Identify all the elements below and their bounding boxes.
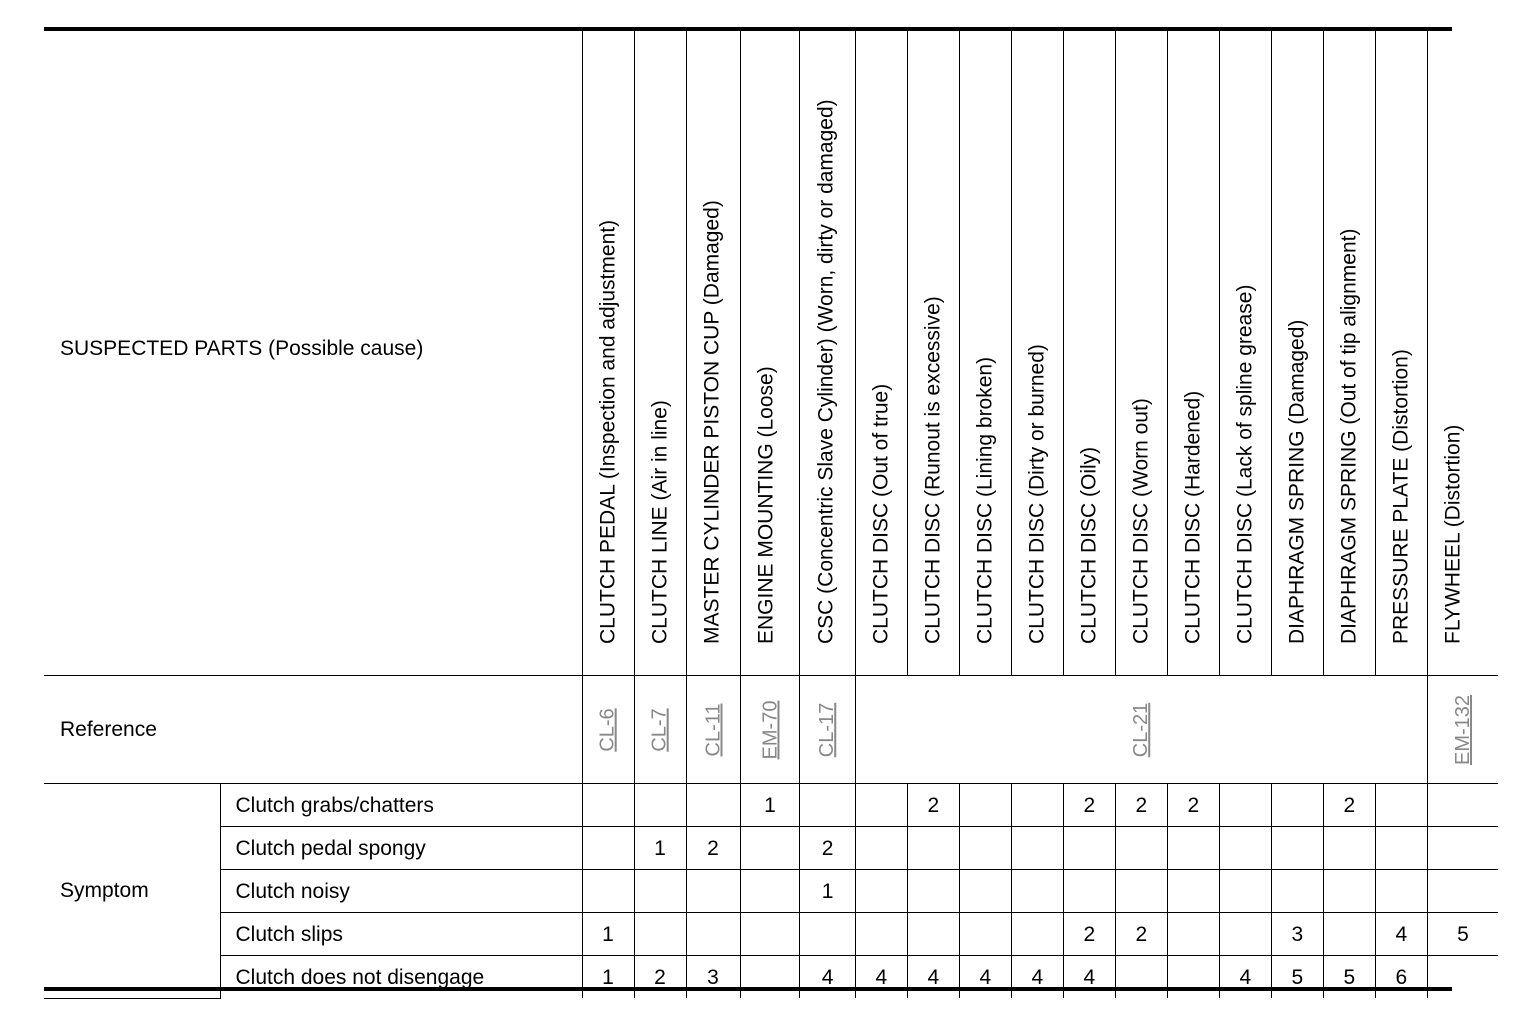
troubleshooting-table — [44, 31, 1498, 999]
symptom-name: Clutch pedal spongy — [220, 827, 582, 870]
priority-cell — [1323, 827, 1375, 870]
priority-cell: 3 — [686, 956, 740, 999]
part-header — [959, 31, 1011, 676]
priority-cell: 4 — [1011, 956, 1063, 999]
part-header — [800, 31, 855, 676]
priority-cell — [1219, 784, 1271, 827]
priority-cell — [1011, 784, 1063, 827]
part-label: CLUTCH DISC (Lack of spline grease) — [1233, 284, 1257, 644]
priority-cell: 2 — [1167, 784, 1219, 827]
part-label: ENGINE MOUNTING (Loose) — [754, 366, 778, 644]
table-row — [44, 784, 1498, 827]
priority-cell: 4 — [907, 956, 959, 999]
reference-link[interactable]: EM-132 — [1451, 694, 1474, 766]
priority-cell — [740, 956, 800, 999]
symptom-name: Clutch does not disengage — [220, 956, 582, 999]
priority-cell — [855, 913, 907, 956]
part-header — [1323, 31, 1375, 676]
part-header — [855, 31, 907, 676]
table-row — [44, 913, 1498, 956]
part-header — [1167, 31, 1219, 676]
priority-cell — [582, 827, 634, 870]
priority-cell — [686, 913, 740, 956]
priority-cell — [1427, 784, 1498, 827]
reference-cell — [800, 676, 855, 784]
suspected-parts-title: SUSPECTED PARTS (Possible cause) — [44, 31, 582, 676]
priority-cell: 2 — [907, 784, 959, 827]
priority-cell — [634, 870, 686, 913]
priority-cell: 2 — [634, 956, 686, 999]
part-header — [1063, 31, 1115, 676]
priority-cell: 2 — [686, 827, 740, 870]
priority-cell — [1375, 827, 1427, 870]
priority-cell: 1 — [800, 870, 855, 913]
priority-cell — [1063, 827, 1115, 870]
reference-cell — [634, 676, 686, 784]
priority-cell — [582, 784, 634, 827]
priority-cell: 2 — [1063, 913, 1115, 956]
reference-row — [44, 676, 1498, 784]
priority-cell — [907, 913, 959, 956]
priority-cell: 2 — [1115, 784, 1167, 827]
priority-cell — [582, 870, 634, 913]
part-label: CLUTCH LINE (Air in line) — [648, 400, 672, 644]
priority-cell — [1063, 870, 1115, 913]
part-label: CLUTCH DISC (Worn out) — [1129, 398, 1153, 644]
part-label: FLYWHEEL (Distortion) — [1441, 424, 1465, 644]
part-label: DIAPHRAGM SPRING (Out of tip alignment) — [1337, 228, 1361, 644]
part-header — [1219, 31, 1271, 676]
part-label: DIAPHRAGM SPRING (Damaged) — [1285, 319, 1309, 644]
priority-cell: 2 — [1063, 784, 1115, 827]
part-header — [634, 31, 686, 676]
priority-cell: 5 — [1323, 956, 1375, 999]
priority-cell — [634, 913, 686, 956]
priority-cell — [1167, 913, 1219, 956]
reference-cell — [1427, 676, 1498, 784]
header-row — [44, 31, 1498, 676]
reference-cell — [686, 676, 740, 784]
priority-cell: 1 — [582, 913, 634, 956]
priority-cell — [800, 784, 855, 827]
priority-cell: 4 — [1219, 956, 1271, 999]
reference-cell — [855, 676, 1427, 784]
part-label: CLUTCH DISC (Hardened) — [1181, 390, 1205, 644]
reference-link[interactable]: EM-70 — [758, 700, 781, 760]
priority-cell — [1011, 827, 1063, 870]
part-header — [1427, 31, 1498, 676]
priority-cell: 1 — [740, 784, 800, 827]
part-label: PRESSURE PLATE (Distortion) — [1389, 349, 1413, 644]
priority-cell — [686, 784, 740, 827]
reference-link[interactable]: CL-17 — [816, 702, 839, 758]
part-header — [740, 31, 800, 676]
priority-cell — [959, 827, 1011, 870]
table-row — [44, 870, 1498, 913]
priority-cell: 6 — [1375, 956, 1427, 999]
priority-cell: 4 — [1063, 956, 1115, 999]
part-label: MASTER CYLINDER PISTON CUP (Damaged) — [700, 200, 724, 644]
reference-cell — [582, 676, 634, 784]
priority-cell — [634, 784, 686, 827]
priority-cell: 2 — [1115, 913, 1167, 956]
priority-cell: 5 — [1427, 913, 1498, 956]
priority-cell — [1115, 827, 1167, 870]
priority-cell: 4 — [855, 956, 907, 999]
priority-cell — [1323, 870, 1375, 913]
priority-cell — [1427, 870, 1498, 913]
priority-cell — [1219, 913, 1271, 956]
priority-cell: 3 — [1271, 913, 1323, 956]
priority-cell — [1271, 827, 1323, 870]
part-label: CLUTCH DISC (Out of true) — [869, 383, 893, 644]
part-label: CLUTCH DISC (Dirty or burned) — [1025, 344, 1049, 644]
priority-cell — [1271, 784, 1323, 827]
priority-cell — [1167, 870, 1219, 913]
priority-cell — [855, 827, 907, 870]
reference-link[interactable]: CL-7 — [648, 708, 671, 752]
priority-cell: 1 — [582, 956, 634, 999]
priority-cell — [686, 870, 740, 913]
priority-cell — [959, 913, 1011, 956]
priority-cell — [1167, 827, 1219, 870]
part-header — [907, 31, 959, 676]
reference-link[interactable]: CL-11 — [702, 703, 724, 757]
part-header — [582, 31, 634, 676]
priority-cell — [1323, 913, 1375, 956]
priority-cell — [800, 913, 855, 956]
priority-cell — [740, 913, 800, 956]
priority-cell — [1427, 827, 1498, 870]
priority-cell: 4 — [1375, 913, 1427, 956]
part-header — [1011, 31, 1063, 676]
priority-cell — [907, 870, 959, 913]
priority-cell — [1375, 784, 1427, 827]
priority-cell — [1271, 870, 1323, 913]
reference-label: Reference — [44, 676, 582, 784]
table-row — [44, 827, 1498, 870]
priority-cell: 1 — [634, 827, 686, 870]
priority-cell — [855, 870, 907, 913]
priority-cell — [1115, 870, 1167, 913]
reference-link[interactable]: CL-6 — [596, 708, 619, 752]
priority-cell — [1167, 956, 1219, 999]
symptom-name: Clutch slips — [220, 913, 582, 956]
symptom-name: Clutch grabs/chatters — [220, 784, 582, 827]
part-header — [1271, 31, 1323, 676]
priority-cell — [1115, 956, 1167, 999]
symptom-label: Symptom — [44, 784, 220, 999]
table-row — [44, 956, 1498, 999]
part-header — [1375, 31, 1427, 676]
priority-cell — [1219, 870, 1271, 913]
priority-cell — [740, 870, 800, 913]
part-header — [686, 31, 740, 676]
part-label: CLUTCH DISC (Oily) — [1077, 446, 1101, 644]
priority-cell — [959, 784, 1011, 827]
priority-cell — [1219, 827, 1271, 870]
priority-cell: 2 — [1323, 784, 1375, 827]
part-label: CLUTCH DISC (Runout is excessive) — [921, 296, 945, 644]
priority-cell — [855, 784, 907, 827]
priority-cell — [907, 827, 959, 870]
priority-cell — [959, 870, 1011, 913]
priority-cell — [1011, 870, 1063, 913]
part-header — [1115, 31, 1167, 676]
reference-cell — [740, 676, 800, 784]
priority-cell: 4 — [959, 956, 1011, 999]
priority-cell: 2 — [800, 827, 855, 870]
priority-cell: 4 — [800, 956, 855, 999]
part-label: CLUTCH PEDAL (Inspection and adjustment) — [596, 219, 620, 644]
reference-link[interactable]: CL-21 — [1130, 702, 1153, 758]
symptom-name: Clutch noisy — [220, 870, 582, 913]
part-label: CLUTCH DISC (Lining broken) — [973, 356, 997, 644]
priority-cell — [1011, 913, 1063, 956]
priority-cell: 5 — [1271, 956, 1323, 999]
part-label: CSC (Concentric Slave Cylinder) (Worn, dirty or damaged) — [814, 99, 838, 644]
priority-cell — [740, 827, 800, 870]
priority-cell — [1375, 870, 1427, 913]
priority-cell — [1427, 956, 1498, 999]
